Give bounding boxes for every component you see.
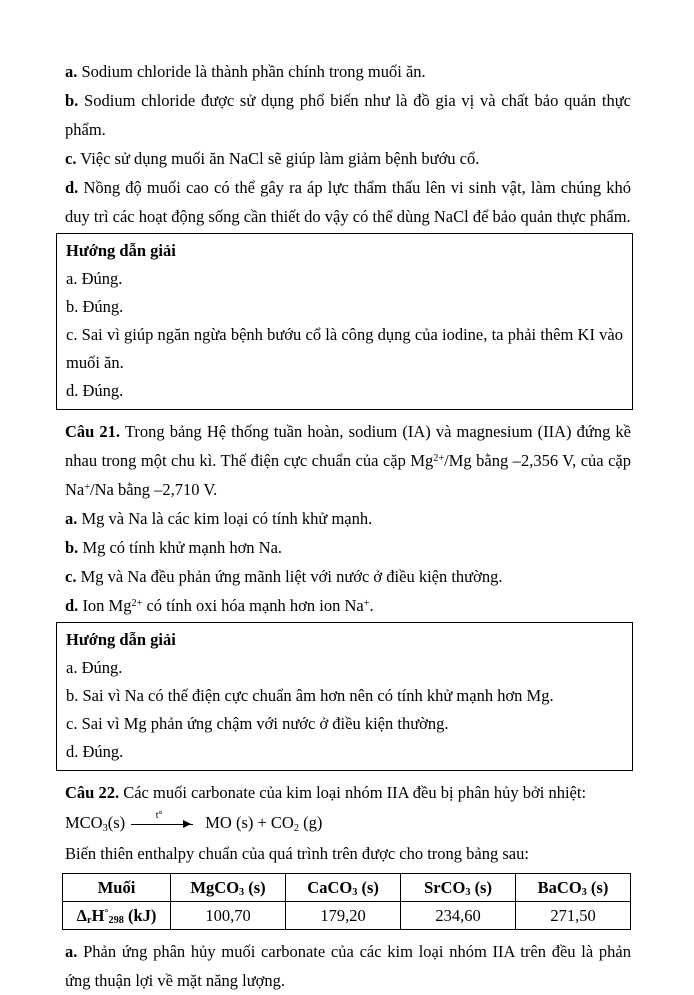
text-segment: (kJ) (123, 905, 157, 925)
header-cell-srco3 (401, 874, 516, 902)
text-segment: Câu 22. (65, 783, 120, 802)
q21-intro (65, 417, 631, 504)
text-segment: 3 (102, 822, 108, 834)
text-segment: Sodium chloride là thành phần chính trong muối ăn. (77, 62, 426, 81)
text-segment: r (87, 915, 92, 927)
text-segment: MgCO (190, 877, 240, 897)
text-segment: MO (s) + CO (201, 813, 294, 832)
q22-equation (65, 808, 631, 838)
solution-1-line-c: c. Sai vì giúp ngăn ngừa bệnh bướu cổ là công dụng của iodine, ta phải thêm KI vào muối ăn. (66, 325, 623, 372)
solution-2-line-a: a. Đúng. (66, 658, 123, 677)
text-segment: CaCO (307, 877, 353, 897)
text-segment: d. (65, 596, 79, 615)
value-caco3: 179,20 (286, 902, 401, 930)
q20-statement-a (65, 57, 631, 86)
solution-1-title (66, 237, 623, 265)
header-cell-baco3 (516, 874, 631, 902)
text-segment: b. (65, 538, 79, 557)
solution-2-title (66, 626, 623, 654)
text-segment: ° (104, 907, 109, 919)
q22-intro (65, 778, 631, 807)
value-mgco3: 100,70 (171, 902, 286, 930)
reaction-arrow-icon (131, 812, 195, 832)
text-segment: (s) (244, 877, 266, 897)
text-segment: a. (65, 509, 78, 528)
solution-2-line-c: c. Sai vì Mg phản ứng chậm với nước ở điều kiện thường. (66, 714, 449, 733)
enthalpy-table-header-row (63, 874, 631, 902)
text-segment: Mg và Na đều phản ứng mãnh liệt với nước ở điều kiện thường. (76, 567, 503, 586)
text-segment: BaCO (537, 877, 582, 897)
text-segment: Phản ứng phân hủy muối carbonate của các kim loại nhóm IIA trên đều là phản ứng thuận lợi về mặt năng lượng. (65, 942, 631, 990)
solution-1-line-d: d. Đúng. (66, 381, 124, 400)
text-segment: Câu 21. (65, 422, 121, 441)
q20-statement-b (65, 86, 631, 144)
text-segment: + (84, 482, 91, 494)
text-segment: b. (65, 91, 79, 110)
enthalpy-table-value-row (63, 902, 631, 930)
text-segment: 2+ (433, 453, 445, 465)
text-segment: (s) (586, 877, 609, 897)
text-segment: Mg và Na là các kim loại có tính khử mạnh. (77, 509, 373, 528)
text-segment: a. (65, 62, 78, 81)
solution-1-line-a: a. Đúng. (66, 269, 123, 288)
q21-statement-a (65, 504, 631, 533)
text-segment: 2 (293, 822, 299, 834)
q22-table-caption: Biến thiên enthalpy chuẩn của quá trình trên được cho trong bảng sau: (65, 844, 529, 863)
header-cell-mgco3 (171, 874, 286, 902)
reaction-condition-label: t° (155, 810, 163, 821)
solution-box-1 (56, 233, 633, 410)
text-segment: có tính oxi hóa mạnh hơn ion Na (142, 596, 364, 615)
text-segment: MCO (65, 813, 103, 832)
text-segment: Muối (97, 877, 136, 897)
text-segment: Sodium chloride được sử dụng phổ biến như là đồ gia vị và chất bảo quản thực phẩm. (65, 91, 631, 139)
solution-2-line-b: b. Sai vì Na có thế điện cực chuẩn âm hơn nên có tính khử mạnh hơn Mg. (66, 686, 554, 705)
text-segment: 3 (239, 887, 245, 899)
text-segment: (g) (298, 813, 323, 832)
header-cell-salt (63, 874, 171, 902)
text-segment: 3 (581, 887, 587, 899)
solution-title-text: Hướng dẫn giải (66, 241, 176, 260)
text-segment: 3 (465, 887, 471, 899)
text-segment: c. (65, 567, 77, 586)
text-segment: Nồng độ muối cao có thể gây ra áp lực thẩm thấu lên vi sinh vật, làm chúng khó duy trì các hoạt động sống cần thiết do vậy có thể dùng NaCl để bảo quản thực phẩm. (65, 178, 631, 226)
text-segment: Các muối carbonate của kim loại nhóm IIA đều bị phân hủy bởi nhiệt: (119, 783, 587, 802)
enthalpy-table (62, 873, 631, 930)
solution-box-2 (56, 622, 633, 771)
text-segment: Mg có tính khử mạnh hơn Na. (78, 538, 283, 557)
solution-2-line-d: d. Đúng. (66, 742, 124, 761)
text-segment: (s) (107, 813, 126, 832)
text-segment: Δ (76, 905, 88, 925)
text-segment: Ion Mg (78, 596, 132, 615)
text-segment: /Mg bằng –2,356 V, của cặp Na (65, 451, 631, 499)
q20-statement-c (65, 144, 631, 173)
q21-statement-c (65, 562, 631, 591)
text-segment: + (363, 598, 370, 610)
text-segment: c. (65, 149, 77, 168)
q21-statement-d (65, 591, 631, 620)
header-cell-caco3 (286, 874, 401, 902)
solution-1-line-b: b. Đúng. (66, 297, 124, 316)
solution-title-text: Hướng dẫn giải (66, 630, 176, 649)
text-segment: 298 (108, 915, 124, 927)
text-segment: /Na bằng –2,710 V. (90, 480, 218, 499)
row-label-enthalpy (63, 902, 171, 930)
text-segment: a. (65, 942, 78, 961)
q22-statement-a (65, 937, 631, 995)
text-segment: (s) (357, 877, 379, 897)
q21-statement-b (65, 533, 631, 562)
q20-statement-d (65, 173, 631, 231)
value-srco3: 234,60 (401, 902, 516, 930)
text-segment: (s) (470, 877, 492, 897)
text-segment: . (369, 596, 374, 615)
text-segment: Việc sử dụng muối ăn NaCl sẽ giúp làm giảm bệnh bướu cổ. (76, 149, 480, 168)
reaction-arrow-line (131, 824, 193, 825)
text-segment: d. (65, 178, 79, 197)
text-segment: H (91, 905, 105, 925)
text-segment: SrCO (424, 877, 466, 897)
text-segment: 2+ (131, 598, 143, 610)
text-segment: 3 (352, 887, 358, 899)
value-baco3: 271,50 (516, 902, 631, 930)
text-segment: Trong bảng Hệ thống tuần hoàn, sodium (IA) và magnesium (IIA) đứng kề nhau trong một chu kì. Thế điện cực chuẩn của cặp Mg (65, 422, 631, 470)
